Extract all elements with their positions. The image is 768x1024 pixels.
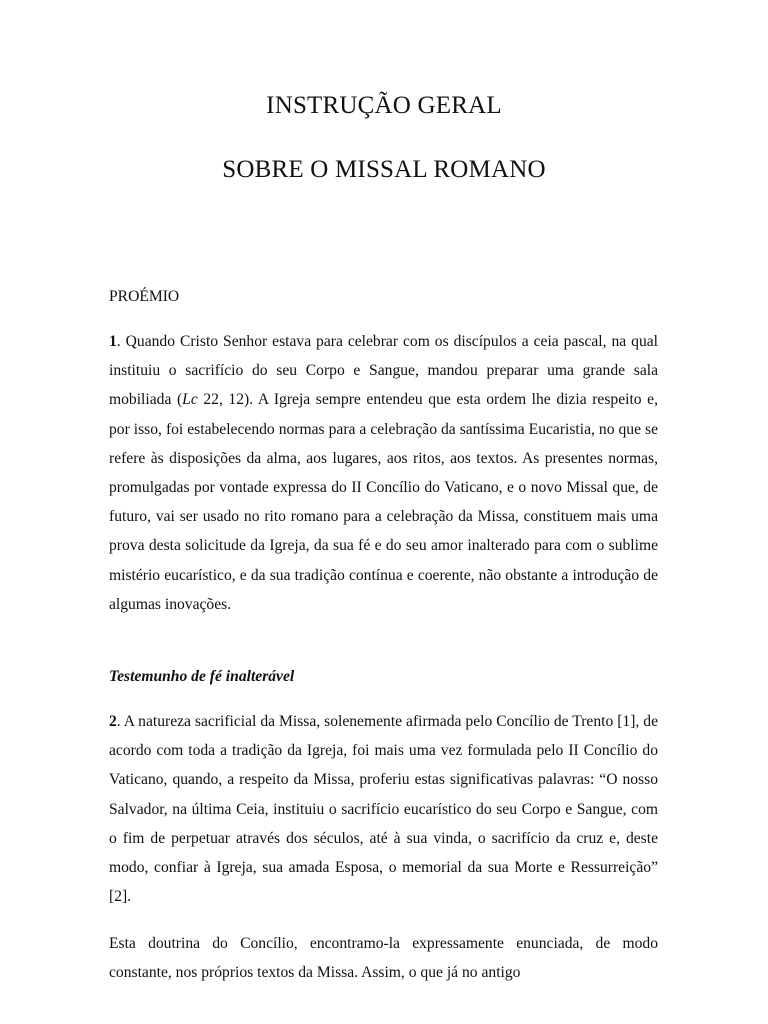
paragraph-3: [109, 929, 658, 987]
paragraph-text: . Quando Cristo Senhor estava para celebrar com os discípulos a ceia pascal, na qual instituiu o sacrifício do seu Corpo e Sangue, mandou preparar uma grande sala mobiliada (: [109, 333, 658, 409]
document-title-line-1: INSTRUÇÃO GERAL: [266, 92, 502, 119]
paragraph-text: Esta doutrina do Concílio, encontramo-la expressamente enunciada, de modo constante, nos próprios textos da Missa. Assim, o que já no antigo: [109, 935, 658, 982]
paragraph-1: [109, 327, 658, 619]
paragraph-number: 2: [109, 713, 117, 730]
subheading: Testemunho de fé inalterável: [109, 668, 295, 685]
paragraph-text: 22, 12). A Igreja sempre entendeu que esta ordem lhe dizia respeito e, por isso, foi estabelecendo normas para a celebração da santíssima Eucaristia, no que se refere às disposições da alma, aos lugares, aos ritos, aos textos. As presentes normas, promulgadas por vontade expressa do II Concílio do Vaticano, e o novo Missal que, de futuro, vai ser usado no rito romano para a celebração da Missa, constituem mais uma prova desta solicitude da Igreja, da sua fé e do seu amor inalterado para com o sublime mistério eucarístico, e da sua tradição contínua e coerente, não obstante a introdução de algumas inovações.: [109, 391, 659, 613]
paragraph-text: . A natureza sacrificial da Missa, solenemente afirmada pelo Concílio de Trento [1], de acordo com toda a tradição da Igreja, foi mais uma vez formulada pelo II Concílio do Vaticano, quando, a respeito da Missa, proferiu estas significativas palavras: “O nosso Salvador, na última Ceia, instituiu o sacrifício eucarístico do seu Corpo e Sangue, com o fim de perpetuar através dos séculos, até à sua vinda, o sacrifício da cruz e, deste modo, confiar à Igreja, sua amada Esposa, o memorial da sua Morte e Ressurreição” [2].: [109, 713, 658, 906]
section-label-proemio: PROÉMIO: [109, 288, 180, 305]
document-title-line-2: SOBRE O MISSAL ROMANO: [222, 156, 546, 183]
citation-book: Lc: [182, 391, 198, 409]
paragraph-2: [109, 707, 658, 911]
paragraph-number: 1: [109, 333, 117, 350]
